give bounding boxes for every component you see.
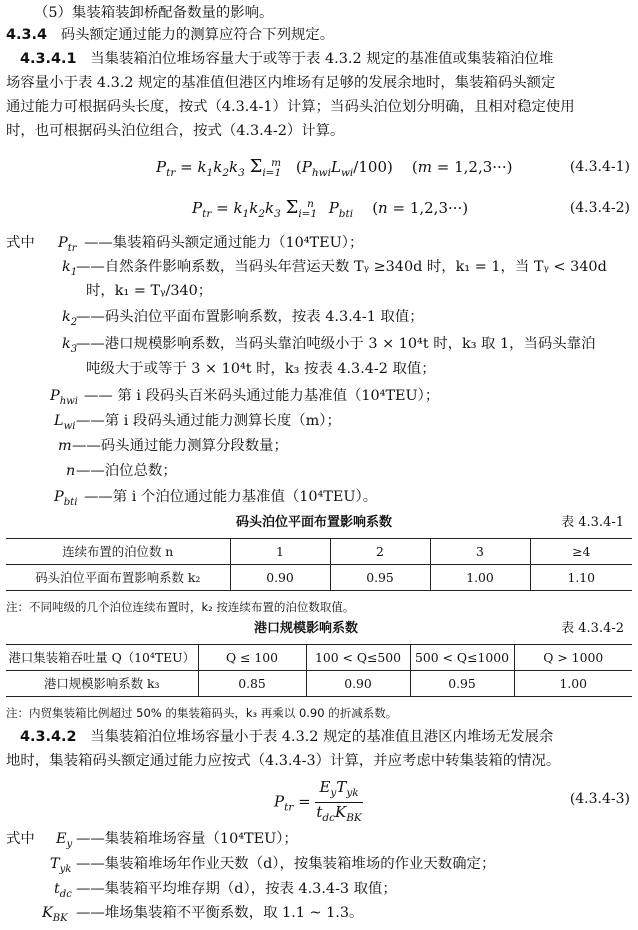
- shizhong-label-2: 式中: [6, 831, 35, 847]
- def-ey: ——集装箱堆场容量（10⁴TEU）；: [76, 831, 298, 847]
- table-cell: 1.00: [430, 565, 530, 591]
- table-row: [6, 645, 632, 671]
- table1-note: 注：不同吨级的几个泊位连续布置时，k₂ 按连续布置的泊位数取值。: [6, 600, 355, 614]
- table-cell: 港口规模影响系数 k₃: [6, 671, 198, 697]
- item-5-text: （5）集装箱装卸桥配备数量的影响。: [34, 5, 274, 21]
- section-title: 码头额定通过能力的测算应符合下列规定。: [60, 27, 335, 43]
- formula-4-3-4-2: $P_{tr} = k_1k_2k_3$ $\Sigma_{i=1}^n$ $P_{bti}$ (n = 1,2,3···): [192, 197, 469, 220]
- table-cell: 0.90: [230, 565, 330, 591]
- sym-ey: $E_y$: [56, 831, 73, 850]
- sym-kbk: $K_{BK}$: [42, 905, 68, 924]
- clause-number: 4.3.4.1: [20, 51, 77, 67]
- para-4-3-4-2-line2: 地时，集装箱码头额定通过能力应按式（4.3.4-3）计算，并应考虑中转集装箱的情况。: [6, 753, 561, 769]
- def-k3-line1: ——港口规模影响系数，当码头靠泊吨级小于 3 × 10⁴t 时，k₃ 取 1，当码头靠泊: [76, 336, 596, 352]
- table-cell: 0.90: [306, 671, 410, 697]
- sym-ptr: $P_{tr}$: [58, 235, 77, 254]
- equation-number-3: (4.3.4-3): [569, 791, 630, 807]
- def-n: ——泊位总数；: [76, 463, 177, 479]
- para-4-3-4-1-line2: 场容量小于表 4.3.2 规定的基准值但港区内堆场有足够的发展余地时，集装箱码头额定: [6, 75, 556, 91]
- def-ptr: ——集装箱码头额定通过能力（10⁴TEU）；: [84, 235, 364, 251]
- table-cell: 1.10: [530, 565, 632, 591]
- sym-pbti: $P_{bti}$: [54, 489, 78, 508]
- table-cell: 1: [230, 539, 330, 565]
- table-cell: 港口集装箱吞吐量 Q（10⁴TEU）: [6, 645, 198, 671]
- formula-4-3-4-1: $P_{tr} = k_1k_2k_3$ $\Sigma_{i=1}^m$ $(P_{hwi}L_{wi}/100)$ (m = 1,2,3···): [156, 156, 513, 179]
- table-cell: 0.95: [330, 565, 430, 591]
- table-cell: 码头泊位平面布置影响系数 k₂: [6, 565, 230, 591]
- table-row: [6, 565, 632, 591]
- formula-4-3-4-3: $P_{tr}$ = $\frac{E_yT_{yk}}{t_{dc}K_{BK}}$: [274, 778, 363, 827]
- para-4-3-4-2-line1: [6, 726, 632, 748]
- table-cell: 3: [430, 539, 530, 565]
- fraction: $\frac{E_yT_{yk}}{t_{dc}K_{BK}}$: [316, 778, 362, 824]
- def-tyk: ——集装箱堆场年作业天数（d），按集装箱堆场的作业天数确定；: [76, 856, 496, 872]
- table-cell: 100 < Q≤500: [306, 645, 410, 671]
- para-text: 当集装箱泊位堆场容量小于表 4.3.2 规定的基准值且港区内堆场无发展余: [90, 729, 554, 745]
- sym-tdc: $t_{dc}$: [54, 881, 72, 900]
- def-m: ——码头通过能力测算分段数量；: [72, 438, 288, 454]
- sym-tyk: $T_{yk}$: [50, 856, 72, 875]
- table-row: [6, 671, 632, 697]
- para-4-3-4-1-line3: 通过能力可根据码头长度，按式（4.3.4-1）计算；当码头泊位划分明确，且相对稳定使用: [6, 99, 575, 115]
- sym-k1: $k_1$: [62, 259, 78, 278]
- table-cell: 1.00: [514, 671, 632, 697]
- table-cell: 连续布置的泊位数 n: [6, 539, 230, 565]
- table2-number: 表 4.3.4-2: [561, 621, 624, 636]
- def-lwi: ——第 i 段码头通过能力测算长度（m）；: [76, 413, 341, 429]
- table-row: [6, 539, 632, 565]
- table2-note: 注：内贸集装箱比例超过 50% 的集装箱码头，k₃ 再乘以 0.90 的折减系数。: [6, 706, 398, 720]
- def-kbk: ——堆场集装箱不平衡系数，取 1.1 ~ 1.3。: [76, 905, 364, 921]
- table-cell: 2: [330, 539, 430, 565]
- equation-number-2: (4.3.4-2): [569, 200, 630, 216]
- table-cell: ≥4: [530, 539, 632, 565]
- sym-lwi: $L_{wi}$: [54, 413, 76, 432]
- def-k1-line1: ——自然条件影响系数，当码头年营运天数 Tᵧ ≥340d 时，k₁ = 1，当 Tᵧ < 340d: [76, 259, 607, 275]
- table-cell: Q > 1000: [514, 645, 632, 671]
- para-4-3-4-1-line1: [6, 48, 632, 70]
- section-4-3-4: [6, 24, 632, 46]
- sym-m: m: [58, 438, 72, 454]
- sym-k3: $k_3$: [62, 336, 78, 355]
- shizhong-label: 式中: [6, 235, 35, 251]
- table-cell: 500 < Q≤1000: [410, 645, 514, 671]
- table-4-3-4-2: [6, 644, 632, 697]
- para-text: 当集装箱泊位堆场容量大于或等于表 4.3.2 规定的基准值或集装箱泊位堆: [90, 51, 554, 67]
- equation-number-1: (4.3.4-1): [569, 159, 630, 175]
- sym-phwi: $P_{hwi}$: [50, 388, 79, 407]
- def-k1-line2: 时，k₁ = Tᵧ/340；: [86, 283, 213, 299]
- def-phwi: —— 第 i 段码头百米码头通过能力基准值（10⁴TEU）；: [84, 388, 440, 404]
- table2-caption: 港口规模影响系数: [254, 621, 359, 636]
- clause-number: 4.3.4.2: [20, 729, 77, 745]
- sym-n: n: [66, 463, 76, 479]
- table1-number: 表 4.3.4-1: [561, 515, 624, 530]
- para-4-3-4-1-line4: 时，也可根据码头泊位组合，按式（4.3.4-2）计算。: [6, 123, 345, 139]
- table1-caption: 码头泊位平面布置影响系数: [236, 515, 393, 530]
- def-tdc: ——集装箱平均堆存期（d），按表 4.3.4-3 取值；: [76, 881, 397, 897]
- sym-k2: $k_2$: [62, 309, 78, 328]
- def-pbti: ——第 i 个泊位通过能力基准值（10⁴TEU）。: [84, 489, 378, 505]
- section-number: 4.3.4: [6, 27, 47, 43]
- table-cell: Q ≤ 100: [198, 645, 306, 671]
- def-k2: ——码头泊位平面布置影响系数，按表 4.3.4-1 取值；: [76, 309, 424, 325]
- table-cell: 0.85: [198, 671, 306, 697]
- def-k3-line2: 吨级大于或等于 3 × 10⁴t 时，k₃ 按表 4.3.4-2 取值；: [86, 361, 436, 377]
- table-cell: 0.95: [410, 671, 514, 697]
- table-4-3-4-1: [6, 538, 632, 591]
